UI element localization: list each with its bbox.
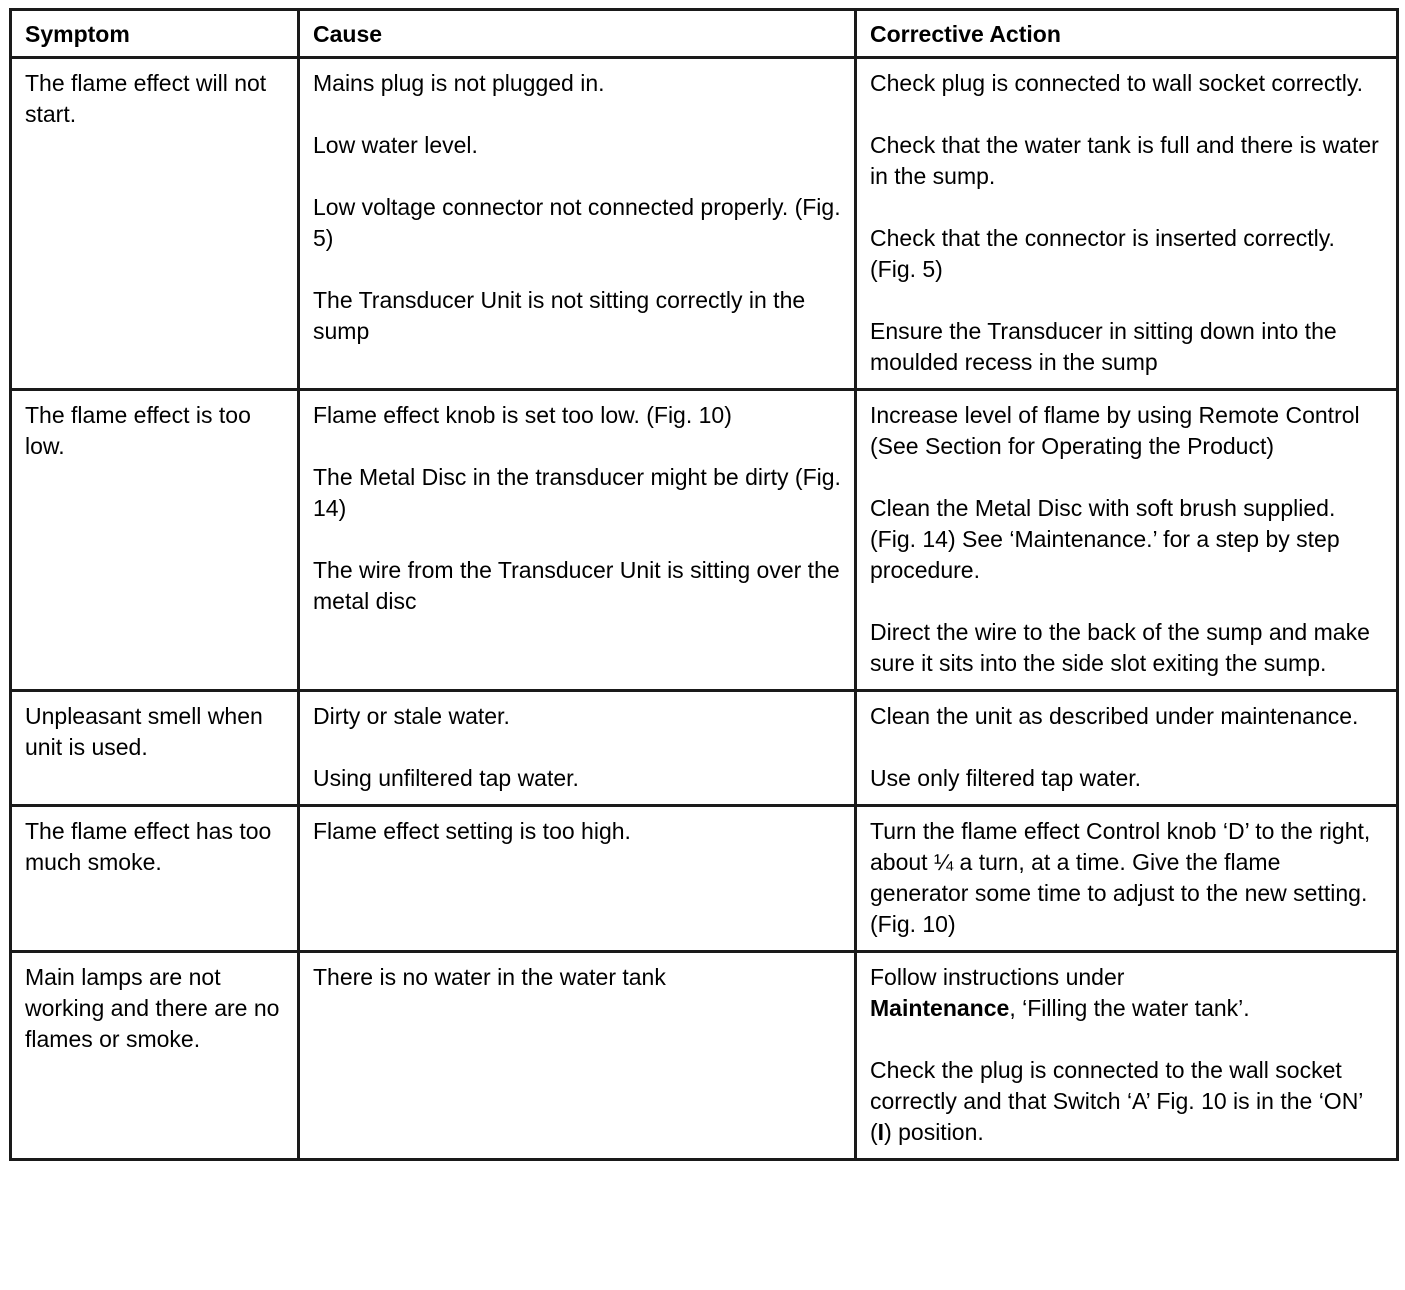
corrective-action-text: Check that the water tank is full and there is water in the sump.: [870, 132, 1379, 189]
action-line-2-rest: , ‘Filling the water tank’.: [1009, 995, 1250, 1021]
cause-text: Low voltage connector not connected properly. (Fig. 5): [313, 194, 841, 251]
cause-cell: [299, 390, 856, 691]
symptom-text: The flame effect is too low.: [25, 402, 251, 459]
corrective-action-text: Check plug is connected to wall socket correctly.: [870, 70, 1364, 96]
column-header-symptom: Symptom: [11, 10, 299, 58]
table-row: [11, 390, 1398, 691]
corrective-action-text: Use only filtered tap water.: [870, 765, 1142, 791]
cause-text: The Metal Disc in the transducer might be dirty (Fig. 14): [313, 464, 841, 521]
troubleshooting-table: [9, 8, 1399, 1161]
table-row: [11, 691, 1398, 806]
symptom-text: Unpleasant smell when unit is used.: [25, 703, 263, 760]
action-line-3: Check the plug is connected to the wall socket correctly and that Switch ‘A’ Fig. 10 is in the ‘ON’ (: [870, 1057, 1363, 1145]
corrective-action-text: [870, 1055, 1385, 1148]
cause-text: There is no water in the water tank: [313, 964, 666, 990]
corrective-action-text: Direct the wire to the back of the sump and make sure it sits into the side slot exiting the sump.: [870, 619, 1370, 676]
corrective-action-text: Check that the connector is inserted correctly. (Fig. 5): [870, 225, 1335, 282]
column-header-corrective-action: Corrective Action: [856, 10, 1398, 58]
column-header-cause: Cause: [299, 10, 856, 58]
symptom-cell: [11, 806, 299, 952]
symptom-cell: [11, 691, 299, 806]
corrective-action-cell: [856, 952, 1398, 1160]
on-symbol: I: [877, 1119, 885, 1145]
cause-cell: [299, 58, 856, 390]
corrective-action-cell: [856, 390, 1398, 691]
cause-text: Dirty or stale water.: [313, 703, 510, 729]
table-row: [11, 58, 1398, 390]
cause-text: Using unfiltered tap water.: [313, 765, 579, 791]
corrective-action-text: Clean the Metal Disc with soft brush supplied. (Fig. 14) See ‘Maintenance.’ for a step by step procedure.: [870, 495, 1340, 583]
action-line-3-end: ) position.: [884, 1119, 984, 1145]
cause-text: Mains plug is not plugged in.: [313, 70, 605, 96]
corrective-action-text: Ensure the Transducer in sitting down into the moulded recess in the sump: [870, 318, 1337, 375]
cause-text: Flame effect setting is too high.: [313, 818, 631, 844]
symptom-cell: [11, 58, 299, 390]
symptom-cell: [11, 390, 299, 691]
cause-cell: [299, 952, 856, 1160]
corrective-action-cell: [856, 58, 1398, 390]
corrective-action-text: Increase level of flame by using Remote Control (See Section for Operating the Product): [870, 402, 1360, 459]
symptom-text: The flame effect will not start.: [25, 70, 267, 127]
cause-cell: [299, 806, 856, 952]
table-row: [11, 952, 1398, 1160]
cause-text: The Transducer Unit is not sitting correctly in the sump: [313, 287, 806, 344]
symptom-text: The flame effect has too much smoke.: [25, 818, 272, 875]
cause-text: The wire from the Transducer Unit is sitting over the metal disc: [313, 557, 840, 614]
action-line-1: Follow instructions under: [870, 964, 1125, 990]
corrective-action-text: Clean the unit as described under maintenance.: [870, 703, 1359, 729]
table-header-row: [11, 10, 1398, 58]
corrective-action-text: Turn the flame effect Control knob ‘D’ to the right, about ¼ a turn, at a time. Give the flame generator some time to adjust to the new setting. (Fig. 10): [870, 818, 1371, 937]
corrective-action-cell: [856, 691, 1398, 806]
corrective-action-cell: [856, 806, 1398, 952]
cause-text: Low water level.: [313, 132, 478, 158]
symptom-text: Main lamps are not working and there are no flames or smoke.: [25, 964, 280, 1052]
table-row: [11, 806, 1398, 952]
maintenance-keyword: Maintenance: [870, 995, 1010, 1021]
symptom-cell: [11, 952, 299, 1160]
cause-cell: [299, 691, 856, 806]
cause-text: Flame effect knob is set too low. (Fig. 10): [313, 402, 732, 428]
corrective-action-text: [870, 962, 1385, 1024]
